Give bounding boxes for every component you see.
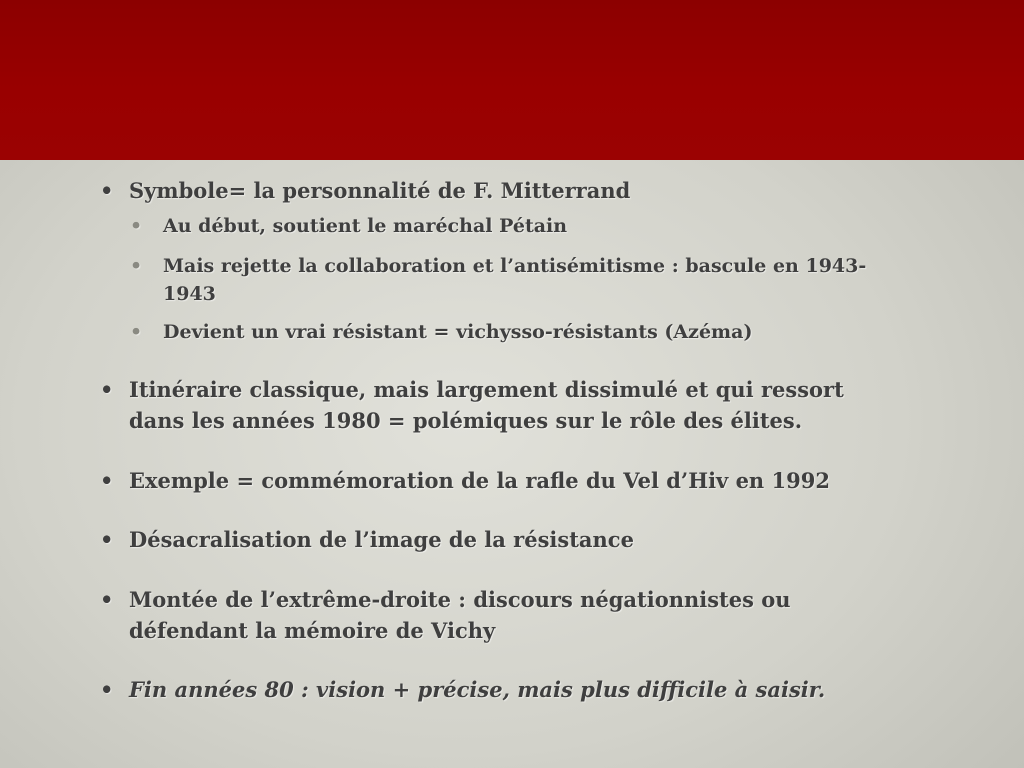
bullet-item-fin-annees-80 [100, 674, 900, 705]
bullet-icon: • [100, 468, 114, 493]
bullet-icon: • [100, 527, 114, 552]
sub-bullet-item-petain [130, 212, 890, 240]
bullet-item-mitterrand [100, 175, 900, 206]
slide-content [0, 160, 1024, 768]
title-band [0, 0, 1024, 160]
bullet-icon: • [100, 587, 114, 612]
sub-bullet-icon: • [130, 215, 143, 237]
bullet-icon: • [100, 178, 114, 203]
sub-bullet-text: Au début, soutient le maréchal Pétain [163, 215, 568, 237]
bullet-text: Fin années 80 : vision + précise, mais plus difficile à saisir. [129, 677, 826, 702]
sub-bullet-item-resistant [130, 318, 890, 346]
bullet-item-vel-dhiv [100, 465, 900, 496]
bullet-item-extreme-droite [100, 584, 900, 646]
sub-bullet-text: Devient un vrai résistant = vichysso-résistants (Azéma) [163, 321, 753, 343]
sub-bullet-icon: • [130, 321, 143, 343]
bullet-icon: • [100, 377, 114, 402]
sub-bullet-item-collaboration [130, 252, 890, 308]
bullet-text: Exemple = commémoration de la rafle du Vel d’Hiv en 1992 [129, 468, 830, 493]
sub-bullet-text: Mais rejette la collaboration et l’antisémitisme : bascule en 1943-1943 [163, 255, 867, 305]
bullet-text: Montée de l’extrême-droite : discours négationnistes ou défendant la mémoire de Vichy [129, 587, 791, 643]
bullet-icon: • [100, 677, 114, 702]
sub-bullet-icon: • [130, 255, 143, 277]
bullet-text: Itinéraire classique, mais largement dissimulé et qui ressort dans les années 1980 = polémiques sur le rôle des élites. [129, 377, 844, 433]
bullet-item-desacralisation [100, 524, 900, 555]
bullet-text: Désacralisation de l’image de la résistance [129, 527, 634, 552]
bullet-item-itineraire [100, 374, 900, 436]
bullet-text: Symbole= la personnalité de F. Mitterrand [129, 178, 631, 203]
